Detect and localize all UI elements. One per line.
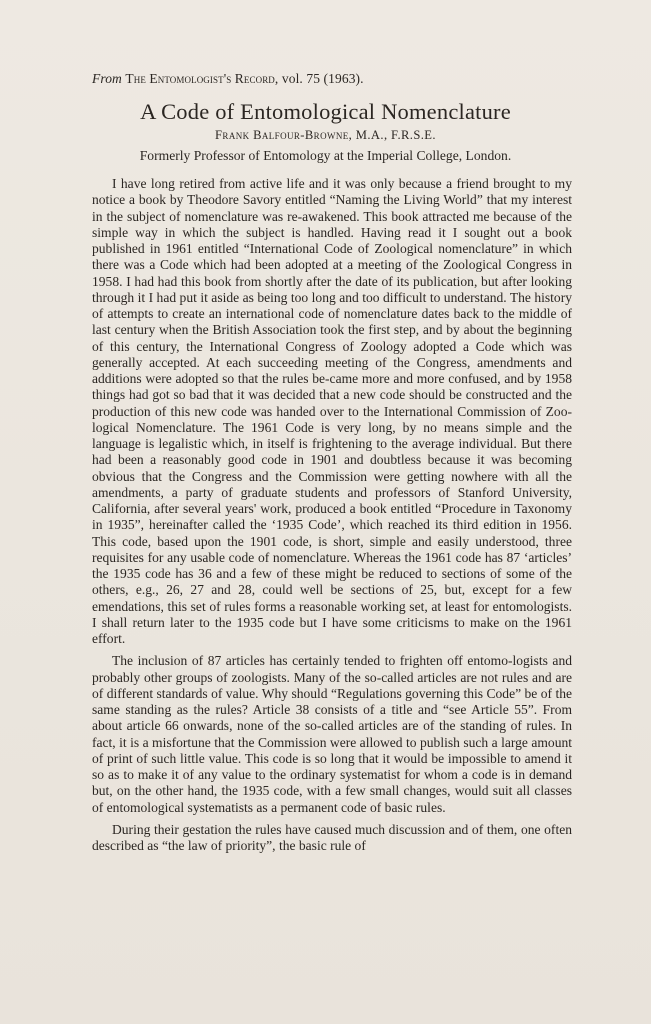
paragraph-2: The inclusion of 87 articles has certainly tended to frighten off entomo-logists and probably other groups of zoologists. Many of the so-called articles are not rules and are of different standards of value. Why should “Regulations governing this Code” be of the same standing as the rules? Article 38 consists of a title and “see Article 55”. From about article 66 onwards, none of the so-called articles are of the standing of rules. In fact, it is a misfortune that the Commission were allowed to publish such a large amount of print of such little value. This code is so long that it would be impossible to amend it so as to make it of any value to the ordinary systematist for whom a code is in demand but, on the other hand, the 1935 code, with a few small changes, would suit all classes of entomological systematists as a permanent code of basic rules. <box>92 653 572 815</box>
source-citation <box>92 71 364 87</box>
source-journal: The Entomologist's Record <box>125 71 275 86</box>
paragraph-3: During their gestation the rules have caused much discussion and of them, one often described as “the law of priority”, the basic rule of <box>92 821 572 853</box>
author-affiliation: Formerly Professor of Entomology at the Imperial College, London. <box>139 148 512 163</box>
paragraph-1: I have long retired from active life and it was only because a friend brought to my notice a book by Theodore Savory entitled “Naming the Living World” that my interest in the subject of nomenclature was re-awakened. This book attracted me because of the simple way in which the subject is handled. Having read it I sought out a book published in 1961 entitled “International Code of Zoological nomenclature” in which there was a Code which had been adopted at a meeting of the Zoological Congress in 1958. I had had this book from shortly after the date of its publication, but after looking through it I had put it aside as being too long and too difficult to understand. The history of attempts to create an international code of nomenclature dates back to the middle of last century when the British Association took the first step, and by about the beginning of this century, the International Congress of Zoology adopted a Code which was generally accepted. At each succeeding meeting of the Congress, amendments and additions were adopted so that the rules be-came more and more confused, and by 1958 things had got so bad that it was decided that a new code should be constructed and the production of this new code was handed over to the International Commission of Zoo-logical Nomenclature. The 1961 Code is very long, by no means simple and the language is legalistic which, in itself is frightening to the average individual. But there had been a reasonably good code in 1901 and doubtless because it was becoming obvious that the Congress and the Commission were getting nowhere with all the amendments, a party of graduate students and professors of Stanford University, California, after several years' work, produced a book entitled “Procedure in Taxonomy in 1935”, hereinafter called the ‘1935 Code’, which reached its third edition in 1956. This code, based upon the 1901 code, is short, simple and easily understood, three requisites for any usable code of nomenclature. Whereas the 1961 code has 87 ‘articles’ the 1935 code has 36 and a few of these might be reduced to sections of some of the others, e.g., 26, 27 and 28, could well be sections of 25, but, except for a few emendations, this set of rules forms a reasonable working set, at least for entomologists. I shall return later to the 1935 code but I have some criticisms to make on the 1961 effort. <box>92 176 572 646</box>
article-body <box>92 176 572 860</box>
source-volume: , vol. 75 (1963). <box>274 71 364 86</box>
article-author: Frank Balfour-Browne, M.A., F.R.S.E. <box>215 128 436 142</box>
source-from: From <box>92 71 122 86</box>
article-title: A Code of Entomological Nomenclature <box>140 99 511 124</box>
